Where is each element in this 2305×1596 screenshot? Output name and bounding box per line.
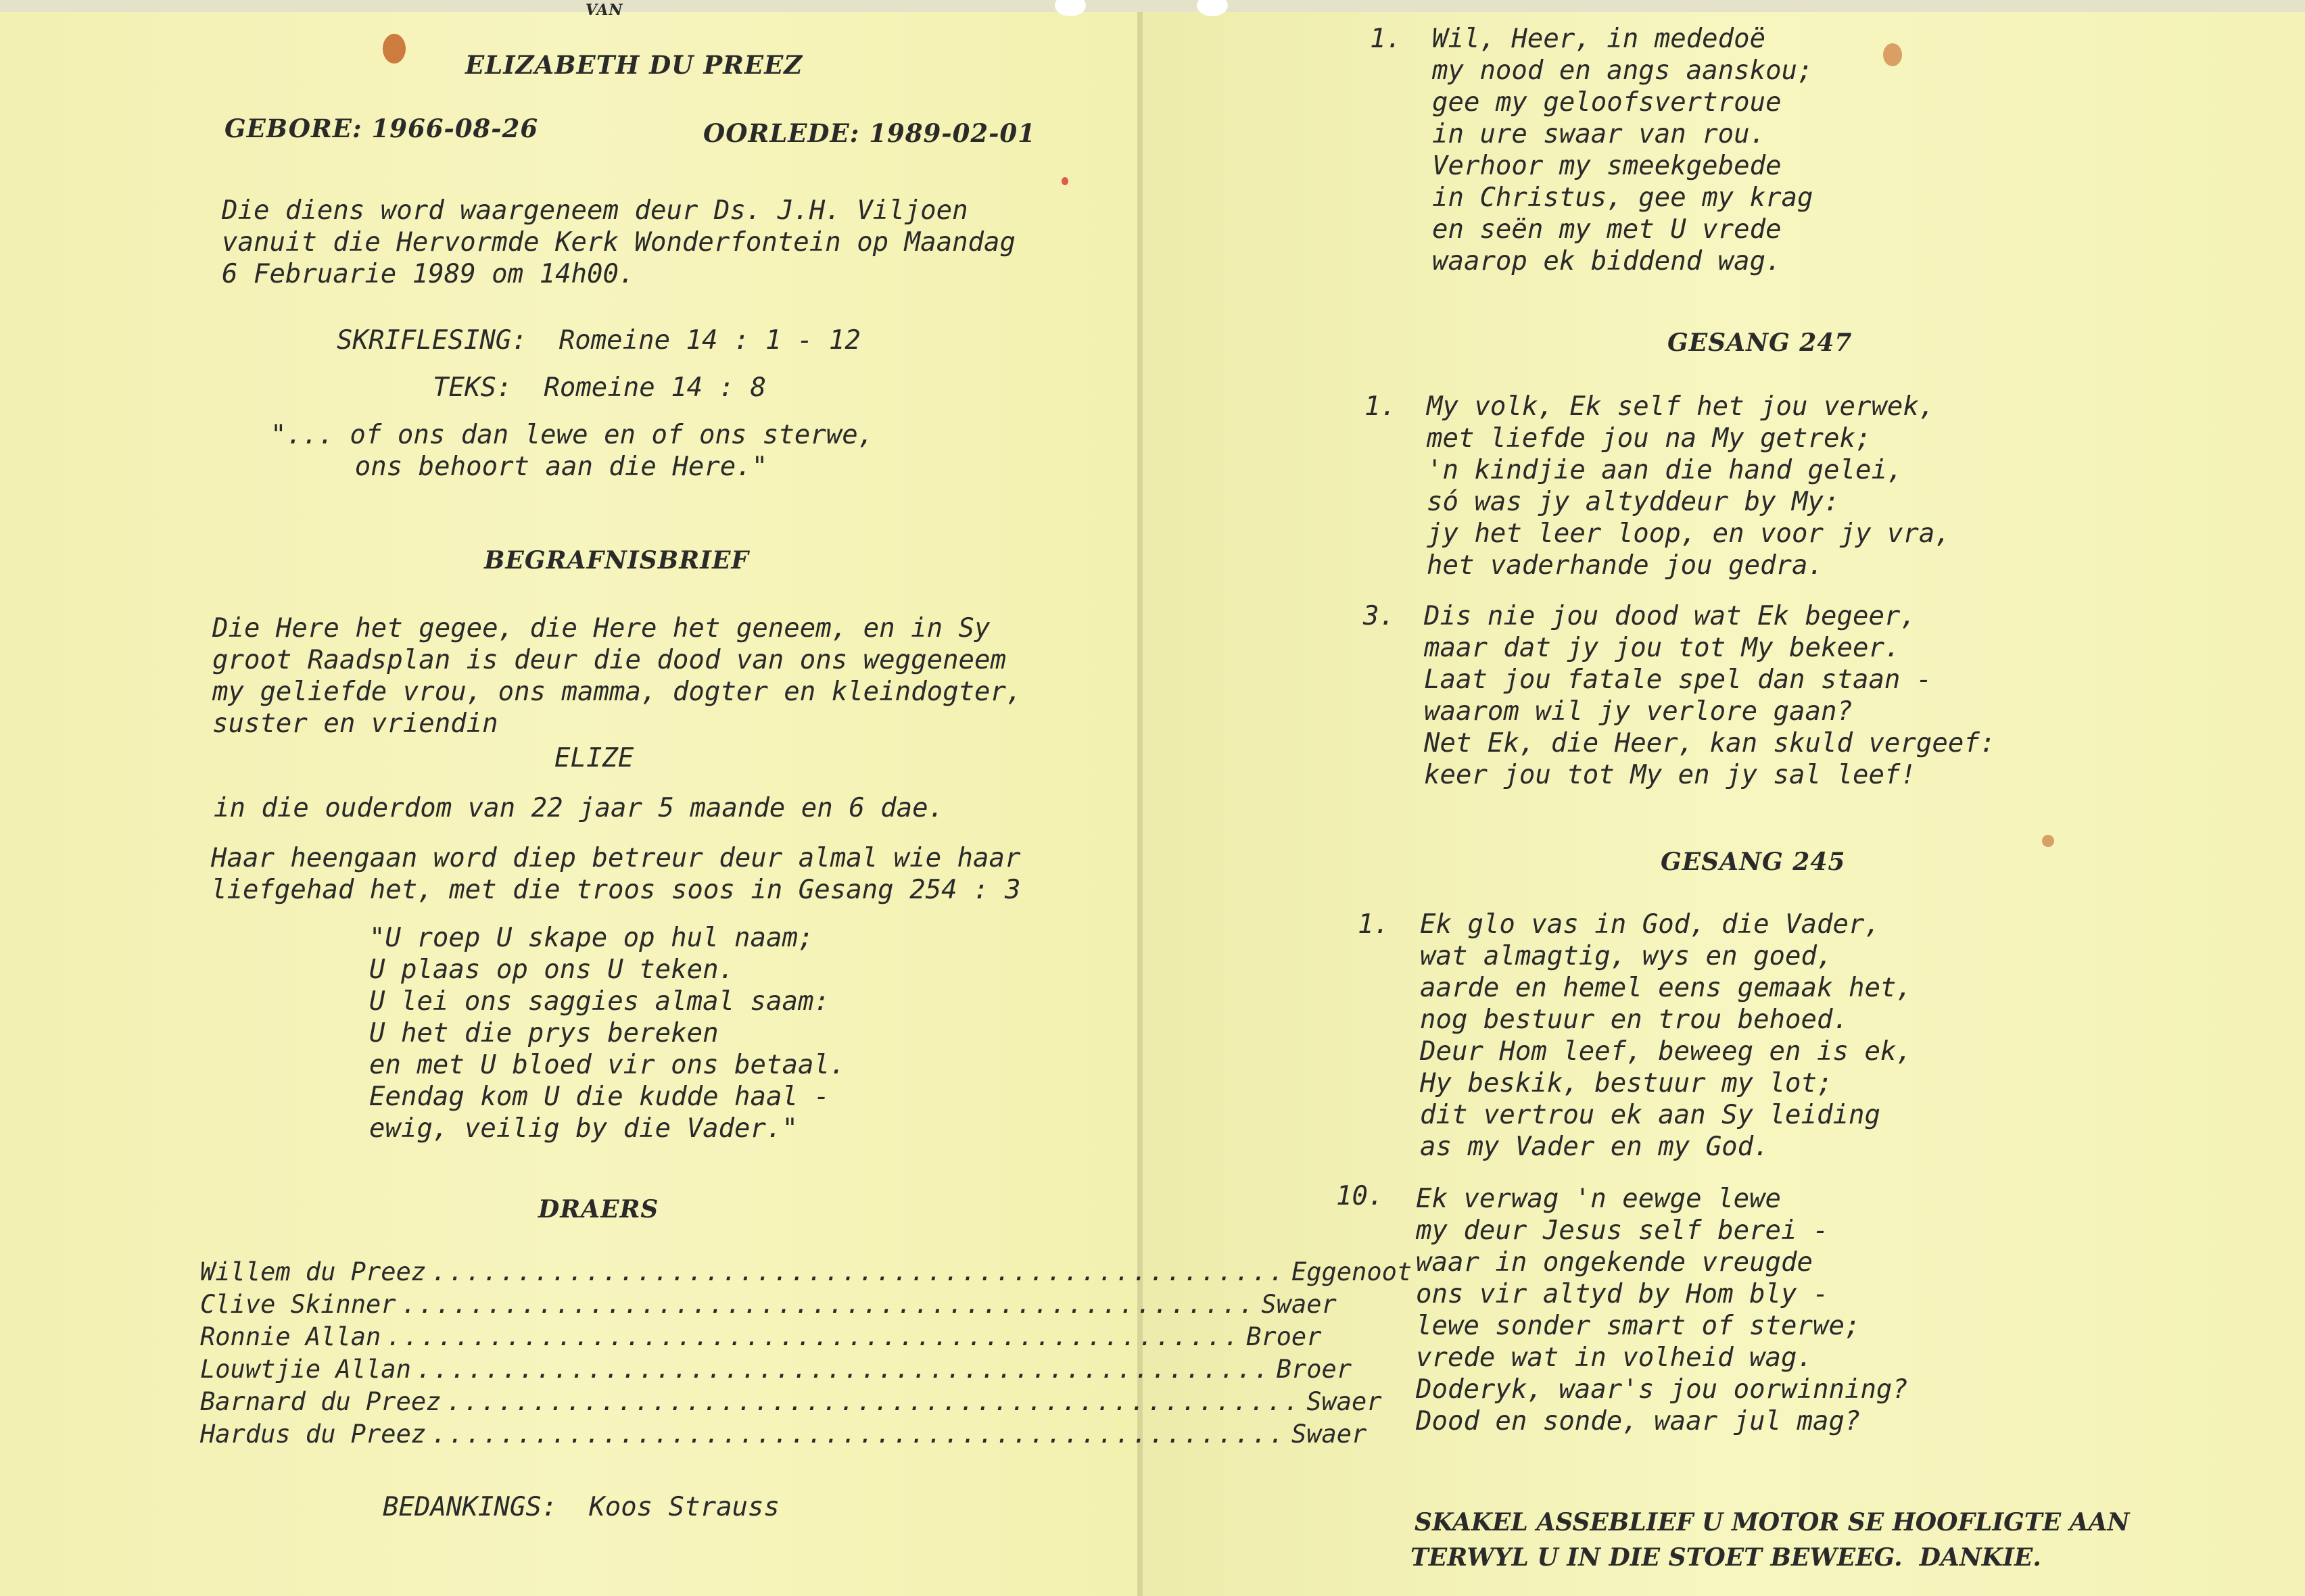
- leader-dots: ..................................................: [446, 1387, 1302, 1416]
- verse-number: 1.: [1370, 24, 1402, 54]
- service-line: 6 Februarie 1989 om 14h00.: [222, 259, 635, 289]
- service-line: vanuit die Hervormde Kerk Wonderfontein op Maandag: [222, 227, 1016, 258]
- bearer-name: Hardus du Preez: [200, 1420, 427, 1449]
- bearer-row: [200, 1256, 1412, 1288]
- leader-dots: ..................................................: [431, 1257, 1286, 1286]
- stain-mark: [2042, 835, 2054, 847]
- verse-line: Ek verwag 'n eewge lewe: [1416, 1184, 1782, 1214]
- bearer-role: Swaer: [1306, 1387, 1382, 1416]
- death-date: OORLEDE: 1989-02-01: [703, 118, 1036, 148]
- verse-number: 1.: [1358, 909, 1389, 940]
- bearer-row: [200, 1418, 1367, 1450]
- verse-line: Ek glo vas in God, die Vader,: [1420, 909, 1880, 940]
- notice-line: TERWYL U IN DIE STOET BEWEEG. DANKIE.: [1410, 1543, 2041, 1572]
- verse-number: 3.: [1363, 601, 1395, 631]
- hymn-verse: [1427, 391, 1951, 581]
- letter-line: Die Here het gegee, die Here het geneem, en in Sy: [212, 613, 991, 644]
- hymn-quote-line: "U roep U skape op hul naam;: [369, 923, 814, 953]
- verse-line: maar dat jy jou tot My bekeer.: [1424, 633, 1901, 663]
- acknowledgements: BEDANKINGS: Koos Strauss: [383, 1492, 780, 1522]
- verse-line: wat almagtig, wys en goed,: [1420, 941, 1833, 971]
- deceased-name: ELIZABETH DU PREEZ: [465, 50, 803, 80]
- quote-line: "... of ons dan lewe en of ons sterwe,: [270, 420, 874, 450]
- hymn-quote-line: ewig, veilig by die Vader.": [369, 1113, 798, 1144]
- bearer-name: Willem du Preez: [200, 1257, 427, 1286]
- bearer-role: Swaer: [1291, 1420, 1367, 1449]
- hymn-title: GESANG 247: [1667, 329, 1853, 357]
- birth-date: GEBORE: 1966-08-26: [224, 114, 539, 143]
- sermon-text: TEKS: Romeine 14 : 8: [433, 372, 767, 403]
- letter-line: suster en vriendin: [212, 708, 498, 739]
- quote-line: ons behoort aan die Here.": [354, 452, 768, 482]
- hymn-quote-line: U lei ons saggies almal saam:: [369, 986, 830, 1017]
- mourning-line: liefgehad het, met die troos soos in Gesang 254 : 3: [211, 875, 1021, 905]
- cut-off-heading: VAN: [586, 1, 623, 19]
- mourning-line: Haar heengaan word diep betreur deur almal wie haar: [211, 843, 1021, 873]
- leader-dots: ..................................................: [386, 1322, 1241, 1351]
- verse-line: in ure swaar van rou.: [1432, 119, 1766, 149]
- verse-line: Verhoor my smeekgebede: [1432, 151, 1782, 181]
- bearer-role: Eggenoot: [1291, 1257, 1412, 1286]
- letter-heading: BEGRAFNISBRIEF: [484, 546, 749, 575]
- leader-dots: ..................................................: [431, 1420, 1286, 1449]
- text-quote: [270, 419, 874, 483]
- verse-line: Hy beskik, bestuur my lot;: [1420, 1068, 1833, 1098]
- verse-line: aarde en hemel eens gemaak het,: [1420, 973, 1912, 1003]
- hymn-verse: [1432, 23, 1813, 277]
- verse-line: Doderyk, waar's jou oorwinning?: [1416, 1374, 1908, 1405]
- verse-line: met liefde jou na My getrek;: [1427, 423, 1872, 454]
- verse-line: my nood en angs aanskou;: [1432, 55, 1813, 86]
- verse-line: waarop ek biddend wag.: [1432, 246, 1782, 276]
- notice-line: SKAKEL ASSEBLIEF U MOTOR SE HOOFLIGTE AAN: [1415, 1508, 2130, 1537]
- verse-number: 10.: [1336, 1181, 1384, 1211]
- verse-line: Net Ek, die Heer, kan skuld vergeef:: [1424, 728, 1996, 758]
- nickname: ELIZE: [554, 743, 634, 773]
- verse-line: vrede wat in volheid wag.: [1416, 1343, 1813, 1373]
- verse-line: só was jy altyddeur by My:: [1427, 487, 1840, 517]
- verse-line: Deur Hom leef, beweeg en is ek,: [1420, 1036, 1912, 1067]
- scripture-reading: SKRIFLESING: Romeine 14 : 1 - 12: [337, 325, 861, 356]
- verse-line: Dis nie jou dood wat Ek begeer,: [1424, 601, 1916, 631]
- leader-dots: ..................................................: [401, 1290, 1256, 1319]
- hymn-verse: [1416, 1183, 1908, 1437]
- bearer-row: [200, 1353, 1352, 1385]
- scan-top-edge: [0, 0, 2305, 12]
- bearer-name: Clive Skinner: [200, 1290, 396, 1319]
- bearer-role: Broer: [1276, 1355, 1352, 1384]
- verse-line: my deur Jesus self berei -: [1416, 1215, 1829, 1246]
- verse-line: keer jou tot My en jy sal leef!: [1424, 760, 1916, 790]
- verse-line: en seën my met U vrede: [1432, 214, 1782, 245]
- hymn-verse: [1420, 909, 1912, 1163]
- hymn-quote-line: en met U bloed vir ons betaal.: [369, 1050, 846, 1080]
- mourning-text: [211, 842, 1020, 906]
- verse-line: gee my geloofsvertroue: [1432, 87, 1782, 118]
- verse-line: ons vir altyd by Hom bly -: [1416, 1279, 1829, 1309]
- bearer-name: Ronnie Allan: [200, 1322, 381, 1351]
- verse-line: jy het leer loop, en voor jy vra,: [1427, 518, 1951, 549]
- verse-line: Dood en sonde, waar jul mag?: [1416, 1406, 1861, 1436]
- headlights-notice: [1410, 1505, 2130, 1575]
- bearer-row: [200, 1386, 1382, 1418]
- verse-line: nog bestuur en trou behoed.: [1420, 1005, 1849, 1035]
- service-line: Die diens word waargeneem deur Ds. J.H. Viljoen: [222, 195, 968, 226]
- funeral-letter: [212, 612, 1022, 740]
- bearer-role: Swaer: [1261, 1290, 1337, 1319]
- verse-line: as my Vader en my God.: [1420, 1132, 1769, 1162]
- hymn-verse: [1424, 600, 1995, 791]
- hymn-quote-line: U het die prys bereken: [369, 1018, 719, 1048]
- service-details: [222, 195, 1016, 290]
- hymn-quote-line: U plaas op ons U teken.: [369, 954, 735, 985]
- leader-dots: ..................................................: [416, 1355, 1271, 1384]
- verse-number: 1.: [1364, 391, 1396, 422]
- bearer-row: [200, 1288, 1337, 1320]
- bearer-name: Louwtjie Allan: [200, 1355, 411, 1384]
- bearer-row: [200, 1321, 1322, 1353]
- stain-mark: [383, 34, 406, 64]
- verse-line: My volk, Ek self het jou verwek,: [1427, 391, 1935, 422]
- verse-line: 'n kindjie aan die hand gelei,: [1427, 455, 1903, 485]
- letter-line: my geliefde vrou, ons mamma, dogter en kleindogter,: [212, 677, 1022, 707]
- stain-mark: [1062, 177, 1068, 185]
- verse-line: lewe sonder smart of sterwe;: [1416, 1311, 1861, 1341]
- letter-line: groot Raadsplan is deur die dood van ons weggeneem: [212, 645, 1006, 675]
- verse-line: waar in ongekende vreugde: [1416, 1247, 1813, 1278]
- verse-line: Wil, Heer, in mededoë: [1432, 24, 1766, 54]
- bearer-name: Barnard du Preez: [200, 1387, 442, 1416]
- age-statement: in die ouderdom van 22 jaar 5 maande en 6 dae.: [214, 793, 945, 823]
- hymn-quote: [369, 922, 845, 1144]
- verse-line: in Christus, gee my krag: [1432, 183, 1813, 213]
- verse-line: het vaderhande jou gedra.: [1427, 550, 1824, 581]
- verse-line: Laat jou fatale spel dan staan -: [1424, 664, 1932, 695]
- hymn-quote-line: Eendag kom U die kudde haal -: [369, 1082, 830, 1112]
- bearer-role: Broer: [1246, 1322, 1322, 1351]
- verse-line: dit vertrou ek aan Sy leiding: [1420, 1100, 1880, 1130]
- hymn-title: GESANG 245: [1661, 848, 1846, 876]
- verse-line: waarom wil jy verlore gaan?: [1424, 696, 1853, 727]
- bearers-heading: DRAERS: [538, 1195, 659, 1224]
- stain-mark: [1883, 43, 1902, 66]
